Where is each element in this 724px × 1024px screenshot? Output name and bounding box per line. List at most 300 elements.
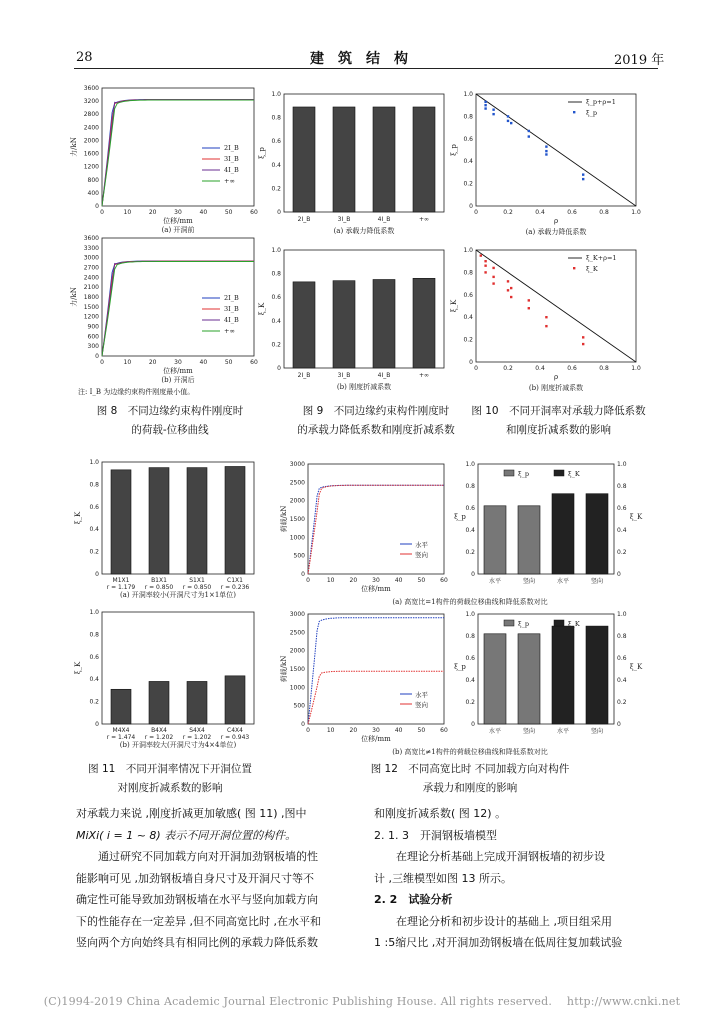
fig10-data-point — [528, 135, 530, 137]
fig10-legend-marker — [573, 111, 575, 113]
header-rule — [74, 68, 658, 69]
fig12-subcaption: (b) 高宽比≠1构件的荷载位移曲线和降低系数对比 — [392, 748, 548, 756]
fig8-ytick: 600 — [87, 333, 99, 341]
fig8-subcaption: (b) 开洞后 — [161, 376, 195, 384]
page-number: 28 — [76, 50, 93, 65]
fig12-bar — [518, 634, 540, 724]
fig12-xtick: 20 — [349, 577, 358, 584]
fig8-ytick: 3200 — [83, 98, 99, 106]
fig11-bar — [149, 681, 169, 724]
fig9-bar — [293, 282, 315, 368]
fig9-ytick: 0.4 — [271, 161, 281, 169]
fig9-category-label: 3I_B — [337, 216, 351, 223]
fig11-ytick: 1.0 — [89, 609, 99, 616]
fig11-category-label: B1X1 — [151, 577, 167, 584]
fig9-ytick: 0.8 — [271, 270, 281, 278]
fig8-xtick: 40 — [199, 359, 208, 366]
fig11-ratio-label: r = 0.943 — [220, 734, 250, 741]
fig11-ytick: 1.0 — [89, 459, 99, 466]
fig12-ytick: 2500 — [289, 479, 305, 487]
fig10-xtick: 0.8 — [599, 209, 609, 216]
footer-copyright: (C)1994-2019 China Academic Journal Electronic Publishing House. All rights reserved. http://www.cnki.net — [43, 995, 681, 1008]
fig12-legend-label: 竖向 — [415, 551, 428, 559]
journal-title: 建 筑 结 构 — [310, 51, 408, 67]
fig12-legend-swatch — [554, 620, 564, 626]
fig12-ytick: 0.8 — [617, 633, 627, 640]
fig8-subcaption: (a) 开洞前 — [161, 226, 195, 234]
fig9-ytick: 0.4 — [271, 317, 281, 325]
fig9-ytick: 0.2 — [271, 185, 281, 193]
fig11-category-label: C1X1 — [227, 577, 243, 584]
fig8-caption: 图 8 不同边缘约束构件刚度时 的荷载-位移曲线 — [96, 405, 244, 436]
fig8-ytick: 1800 — [83, 294, 99, 301]
fig12-ytick: 2500 — [289, 629, 305, 637]
fig11-bar — [111, 470, 131, 574]
fig10-ytick: 0.4 — [463, 158, 473, 166]
fig11-ytick: 0.8 — [89, 631, 99, 639]
fig8-ytick: 1600 — [83, 150, 99, 158]
fig10-data-point — [545, 145, 547, 147]
fig10-xtick: 0.4 — [535, 209, 545, 216]
fig8-series-line — [102, 100, 254, 206]
fig8-ytick: 2800 — [83, 111, 99, 119]
fig10-xtick: 0.2 — [503, 365, 513, 372]
fig8-legend-label: 4I_B — [224, 316, 239, 324]
fig11-ratio-label: r = 1.474 — [106, 734, 136, 741]
fig12-legend-swatch — [504, 470, 514, 476]
fig9-category-label: +∞ — [418, 216, 430, 223]
fig11-category-label: S4X4 — [189, 727, 205, 734]
fig10-data-point — [492, 282, 494, 284]
fig12-ytick: 1500 — [289, 516, 305, 523]
fig9-bar — [373, 107, 395, 212]
fig8-xtick: 60 — [250, 359, 258, 366]
fig8-ytick: 3600 — [83, 235, 99, 242]
fig10-legend-marker — [573, 267, 575, 269]
fig12-xtick: 20 — [349, 727, 358, 734]
fig10-data-point — [545, 325, 547, 327]
fig8-ytick: 3300 — [83, 244, 99, 252]
fig10-data-point — [484, 104, 486, 106]
fig10-data-point — [582, 178, 584, 180]
fig9-ytick: 1.0 — [271, 91, 281, 98]
fig11-bar — [225, 466, 245, 574]
fig10-data-point — [484, 107, 486, 109]
figure-8 — [70, 80, 270, 400]
fig12-ytick: 0.8 — [617, 483, 627, 490]
fig8-xlabel: 位移/mm — [163, 217, 193, 225]
fig8-xtick: 0 — [100, 359, 104, 366]
fig10-xtick: 0.6 — [567, 365, 577, 372]
fig11-category-label: S1X1 — [189, 577, 205, 584]
fig8-series-line — [102, 100, 254, 206]
fig12-bar — [552, 626, 574, 724]
fig12-xtick: 60 — [440, 577, 448, 584]
fig8-legend-label: 4I_B — [224, 166, 239, 174]
fig9-ytick: 0 — [277, 209, 281, 216]
fig12-ytick: 0 — [617, 721, 621, 728]
figure-9 — [258, 82, 458, 402]
fig10-data-point — [480, 254, 482, 256]
fig10-data-point — [507, 289, 509, 291]
fig8-xtick: 50 — [224, 359, 233, 366]
fig11-category-label: C4X4 — [227, 727, 243, 734]
fig12-ytick: 0.6 — [617, 505, 627, 512]
fig9-ytick: 0.6 — [271, 294, 281, 302]
fig12-legend-label: ξ_p — [518, 620, 529, 628]
fig10-xtick: 0.6 — [567, 209, 577, 216]
fig12-ytick: 0 — [617, 571, 621, 578]
fig10-ytick: 1.0 — [463, 247, 473, 254]
fig12-bar — [518, 506, 540, 574]
fig12-ytick: 500 — [293, 702, 305, 710]
fig9-ytick: 1.0 — [271, 247, 281, 254]
fig12-ytick: 3000 — [289, 461, 305, 468]
fig10-xtick: 0.4 — [535, 365, 545, 372]
fig10-caption: 图 10 不同开洞率对承载力降低系数 和刚度折减系数的影响 — [471, 405, 646, 436]
fig12-category-label: 水平 — [556, 728, 570, 735]
fig8-ytick: 0 — [95, 203, 99, 210]
fig12-bar — [484, 506, 506, 574]
fig10-data-point — [545, 153, 547, 155]
fig8-xtick: 30 — [174, 359, 182, 366]
fig11-caption: 图 11 不同开洞率情况下开洞位置 对刚度折减系数的影响 — [88, 763, 252, 794]
fig8-ytick: 3000 — [83, 254, 99, 262]
fig11-subcaption: (a) 开洞率较小(开洞尺寸为1×1单位) — [119, 591, 237, 599]
fig12-ytick: 0.8 — [465, 633, 475, 640]
fig9-category-label: 3I_B — [337, 372, 351, 379]
fig12-ytick: 0.2 — [465, 699, 475, 706]
fig12-bar — [552, 494, 574, 574]
fig10-ytick: 0 — [469, 203, 473, 210]
fig11-bar — [111, 689, 131, 724]
fig8-xtick: 30 — [174, 209, 182, 216]
fig12-xtick: 0 — [306, 727, 310, 734]
fig10-ytick: 0.6 — [463, 135, 473, 143]
fig10-ytick: 0.2 — [463, 180, 473, 188]
fig12-ytick: 0 — [301, 721, 305, 728]
fig12-ylabel-left: ξ_p — [454, 513, 466, 521]
fig9-bar — [413, 278, 435, 368]
fig8-ytick: 1500 — [83, 303, 99, 311]
fig8-legend-label: 3I_B — [224, 305, 239, 313]
fig12-ytick: 2000 — [289, 497, 305, 505]
fig10-data-point — [507, 280, 509, 282]
fig11-ytick: 0.4 — [89, 526, 99, 534]
fig12-category-label: 竖向 — [522, 578, 536, 585]
fig8-xtick: 40 — [199, 209, 208, 216]
fig10-ytick: 0.6 — [463, 291, 473, 299]
fig8-xtick: 20 — [148, 359, 157, 366]
figure-10 — [446, 82, 656, 402]
fig10-xtick: 0 — [474, 365, 478, 372]
fig12-xtick: 50 — [417, 727, 426, 734]
fig12-legend-label: 竖向 — [415, 701, 428, 709]
fig10-data-point — [528, 307, 530, 309]
fig10-reference-line — [476, 250, 636, 362]
fig12-ytick: 0.4 — [465, 677, 475, 684]
fig12-ytick: 1.0 — [465, 461, 475, 468]
year: 2019 年 — [614, 53, 665, 68]
fig11-ratio-label: r = 0.236 — [220, 584, 250, 591]
fig12-ylabel-right: ξ_K — [629, 663, 643, 671]
fig10-legend-label: ξ_p — [586, 109, 597, 117]
fig12-ytick: 0.2 — [465, 549, 475, 556]
fig12-legend-swatch — [504, 620, 514, 626]
fig12-ytick: 1000 — [289, 684, 305, 692]
fig11-ylabel: ξ_K — [74, 511, 82, 525]
fig10-xlabel: ρ — [553, 373, 559, 381]
fig11-ytick: 0.8 — [89, 481, 99, 489]
figure-11 — [70, 452, 270, 757]
fig12-legend-label: ξ_p — [518, 470, 529, 478]
fig8-ytick: 2400 — [83, 124, 99, 132]
fig12-xtick: 30 — [372, 577, 380, 584]
fig8-ytick: 800 — [87, 176, 99, 184]
fig8-xtick: 10 — [123, 359, 132, 366]
fig12-category-label: 水平 — [556, 578, 570, 585]
fig9-category-label: 2I_B — [297, 216, 311, 223]
text-right-column: 和刚度折减系数( 图 12) 。 2. 1. 3 开洞钢板墙模型 在理论分析基础上完成开洞钢板墙的初步设 计 ,三维模型如图 13 所示。 2. 2 试验分析 在理论分析和初步设计的基础上 ,项目组采用 1 :5缩尺比 ,对开洞加劲钢板墙在低周往复加载试验 — [374, 807, 623, 949]
fig8-ytick: 2100 — [83, 284, 99, 292]
fig11-ylabel: ξ_K — [74, 661, 82, 675]
fig9-ytick: 0.6 — [271, 138, 281, 146]
fig8-ytick: 2700 — [83, 264, 99, 272]
fig9-bar — [333, 107, 355, 212]
fig12-ylabel: 荷载/kN — [280, 655, 288, 683]
fig12-ytick: 0.4 — [617, 677, 627, 684]
fig8-ytick: 1200 — [83, 313, 99, 321]
fig8-legend-label: +∞ — [224, 327, 235, 335]
fig10-ytick: 0.8 — [463, 113, 473, 121]
fig10-subcaption: (a) 承载力降低系数 — [525, 228, 587, 236]
fig11-ytick: 0 — [95, 571, 99, 578]
fig10-data-point — [484, 101, 486, 103]
fig11-ratio-label: r = 0.850 — [182, 584, 212, 591]
fig9-bar — [373, 280, 395, 369]
fig11-ratio-label: r = 1.179 — [106, 584, 136, 591]
fig12-bar — [484, 634, 506, 724]
fig12-xtick: 40 — [394, 727, 403, 734]
fig10-data-point — [492, 113, 494, 115]
fig9-ytick: 0.8 — [271, 114, 281, 122]
fig10-data-point — [484, 260, 486, 262]
fig8-ytick: 3600 — [83, 85, 99, 92]
fig12-legend-label: 水平 — [415, 691, 428, 699]
fig11-bar — [149, 468, 169, 574]
fig12-xtick: 10 — [326, 577, 335, 584]
fig8-ytick: 400 — [87, 189, 99, 197]
fig9-category-label: 4I_B — [377, 216, 391, 223]
fig8-xtick: 0 — [100, 209, 104, 216]
fig10-ytick: 0.2 — [463, 336, 473, 344]
fig10-ytick: 0.8 — [463, 269, 473, 277]
fig10-data-point — [582, 336, 584, 338]
fig12-ytick: 1000 — [289, 534, 305, 542]
fig8-xtick: 10 — [123, 209, 132, 216]
fig10-xtick: 1.0 — [631, 209, 641, 216]
fig11-ytick: 0.6 — [89, 653, 99, 661]
fig8-series-line — [102, 100, 254, 206]
fig12-vertical-curve — [308, 485, 444, 574]
fig12-category-label: 水平 — [488, 578, 502, 585]
fig10-xtick: 0.2 — [503, 209, 513, 216]
fig12-legend-label: 水平 — [415, 541, 428, 549]
fig12-category-label: 水平 — [488, 728, 502, 735]
fig8-ytick: 1200 — [83, 163, 99, 171]
fig10-data-point — [545, 150, 547, 152]
fig8-xtick: 20 — [148, 209, 157, 216]
fig11-bar — [187, 468, 207, 574]
fig10-data-point — [582, 173, 584, 175]
fig10-reference-line — [476, 94, 636, 206]
fig11-subcaption: (b) 开洞率较大(开洞尺寸为4×4单位) — [119, 741, 237, 749]
fig12-ytick: 2000 — [289, 647, 305, 655]
fig10-data-point — [528, 299, 530, 301]
fig12-ytick: 0.6 — [465, 655, 475, 662]
fig8-xtick: 60 — [250, 209, 258, 216]
fig10-legend-label: ξ_p+ρ=1 — [586, 98, 616, 106]
fig8-xlabel: 位移/mm — [163, 367, 193, 375]
fig12-ytick: 0 — [471, 571, 475, 578]
fig10-data-point — [492, 267, 494, 269]
fig9-bar — [333, 281, 355, 368]
fig11-bar — [225, 676, 245, 724]
fig11-ytick: 0.6 — [89, 503, 99, 511]
fig9-category-label: 2I_B — [297, 372, 311, 379]
fig11-ratio-label: r = 1.202 — [182, 734, 212, 741]
fig12-caption: 图 12 不同高宽比时 不同加载方向对构件 承载力和刚度的影响 — [370, 763, 570, 794]
fig12-category-label: 竖向 — [590, 578, 604, 585]
fig10-ylabel: ξ_K — [450, 299, 458, 313]
fig9-ylabel: ξ_p — [258, 147, 266, 159]
fig9-category-label: 4I_B — [377, 372, 391, 379]
fig8-legend-label: 2I_B — [224, 144, 239, 152]
fig11-category-label: M4X4 — [112, 727, 130, 734]
fig9-ytick: 0 — [277, 365, 281, 372]
fig9-bar — [413, 107, 435, 212]
fig9-bar — [293, 107, 315, 212]
fig9-category-label: +∞ — [418, 372, 430, 379]
fig10-subcaption: (b) 刚度折减系数 — [528, 384, 584, 392]
fig8-ytick: 300 — [87, 343, 99, 351]
fig11-ytick: 0.4 — [89, 676, 99, 684]
fig10-legend-label: ξ_K+ρ=1 — [586, 254, 617, 262]
fig12-xtick: 60 — [440, 727, 448, 734]
fig8-ytick: 2000 — [83, 137, 99, 145]
fig10-ytick: 0.4 — [463, 314, 473, 322]
fig10-data-point — [484, 271, 486, 273]
fig12-ytick: 1.0 — [465, 611, 475, 618]
fig12-ytick: 500 — [293, 552, 305, 560]
fig12-ytick: 0 — [301, 571, 305, 578]
fig12-ylabel-right: ξ_K — [629, 513, 643, 521]
fig9-ylabel: ξ_K — [258, 302, 266, 316]
fig10-legend-label: ξ_K — [586, 265, 598, 273]
fig12-category-label: 竖向 — [522, 728, 536, 735]
fig9-caption: 图 9 不同边缘约束构件刚度时 的承载力降低系数和刚度折减系数 — [297, 405, 455, 436]
fig12-xtick: 30 — [372, 727, 380, 734]
fig11-ytick: 0.2 — [89, 698, 99, 706]
fig12-bar — [586, 494, 608, 574]
fig10-data-point — [484, 264, 486, 266]
fig9-subcaption: (a) 承载力降低系数 — [333, 227, 395, 235]
fig10-data-point — [510, 122, 512, 124]
fig12-ytick: 1.0 — [617, 611, 627, 618]
fig10-data-point — [528, 130, 530, 132]
fig12-ytick: 0.6 — [465, 505, 475, 512]
fig12-ytick: 1.0 — [617, 461, 627, 468]
fig12-ytick: 0.2 — [617, 549, 627, 556]
fig8-note: 注: I_B 为边缘约束构件刚度最小值。 — [78, 388, 195, 396]
fig12-bar — [586, 626, 608, 724]
fig11-ratio-label: r = 1.202 — [144, 734, 174, 741]
fig10-data-point — [510, 287, 512, 289]
fig10-data-point — [510, 296, 512, 298]
fig11-ytick: 0 — [95, 721, 99, 728]
fig10-data-point — [582, 343, 584, 345]
fig12-legend-swatch — [554, 470, 564, 476]
fig8-xtick: 50 — [224, 209, 233, 216]
fig12-legend-label: ξ_K — [568, 470, 580, 478]
fig11-ytick: 0.2 — [89, 548, 99, 556]
fig9-subcaption: (b) 刚度折减系数 — [336, 383, 392, 391]
fig12-ytick: 1500 — [289, 666, 305, 673]
fig12-ylabel: 荷载/kN — [280, 505, 288, 533]
fig8-ytick: 0 — [95, 353, 99, 360]
fig8-legend-label: 3I_B — [224, 155, 239, 163]
fig10-data-point — [545, 316, 547, 318]
fig12-category-label: 竖向 — [590, 728, 604, 735]
fig12-ytick: 3000 — [289, 611, 305, 618]
fig8-legend-label: +∞ — [224, 177, 235, 185]
fig8-ytick: 900 — [87, 323, 99, 331]
fig12-legend-label: ξ_K — [568, 620, 580, 628]
figure-12 — [282, 452, 658, 757]
fig10-xtick: 1.0 — [631, 365, 641, 372]
fig10-data-point — [507, 115, 509, 117]
fig12-xtick: 50 — [417, 577, 426, 584]
text-left-column: 对承载力来说 ,刚度折减更加敏感( 图 11) ,图中 MiXi( i = 1 ~ 8) 表示不同开洞位置的构件。 通过研究不同加载方向对开洞加劲钢板墙的性 能影响可见 ,加劲钢板墙自身尺寸及开洞尺寸等不 确定性可能导致加劲钢板墙在水平与竖向加载方向 下的性能存在一定差异 ,但不同高宽比时 ,在水平和 竖向两个方向始终具有相同比例的承载力降低系数 — [76, 807, 321, 949]
fig12-horizontal-curve — [308, 485, 444, 574]
fig12-xtick: 10 — [326, 727, 335, 734]
fig12-ylabel-left: ξ_p — [454, 663, 466, 671]
fig8-ylabel: 力/kN — [70, 137, 78, 157]
fig10-ytick: 1.0 — [463, 91, 473, 98]
fig12-ytick: 0.4 — [465, 527, 475, 534]
fig10-ytick: 0 — [469, 359, 473, 366]
fig12-subcaption: (a) 高宽比=1构件的荷载位移曲线和降低系数对比 — [392, 598, 548, 606]
fig11-category-label: B4X4 — [151, 727, 167, 734]
fig10-xtick: 0.8 — [599, 365, 609, 372]
fig10-xlabel: ρ — [553, 217, 559, 225]
fig10-data-point — [492, 108, 494, 110]
fig8-ytick: 2400 — [83, 274, 99, 282]
fig10-xtick: 0 — [474, 209, 478, 216]
fig12-ytick: 0.8 — [465, 483, 475, 490]
fig12-xlabel: 位移/mm — [361, 585, 391, 593]
fig12-ytick: 0.4 — [617, 527, 627, 534]
fig12-ytick: 0.6 — [617, 655, 627, 662]
fig12-ytick: 0.2 — [617, 699, 627, 706]
fig11-ratio-label: r = 0.850 — [144, 584, 174, 591]
fig8-ylabel: 力/kN — [70, 287, 78, 307]
fig12-xtick: 0 — [306, 577, 310, 584]
fig12-xlabel: 位移/mm — [361, 735, 391, 743]
fig11-bar — [187, 681, 207, 724]
fig10-ylabel: ξ_p — [450, 144, 458, 156]
fig10-data-point — [507, 120, 509, 122]
